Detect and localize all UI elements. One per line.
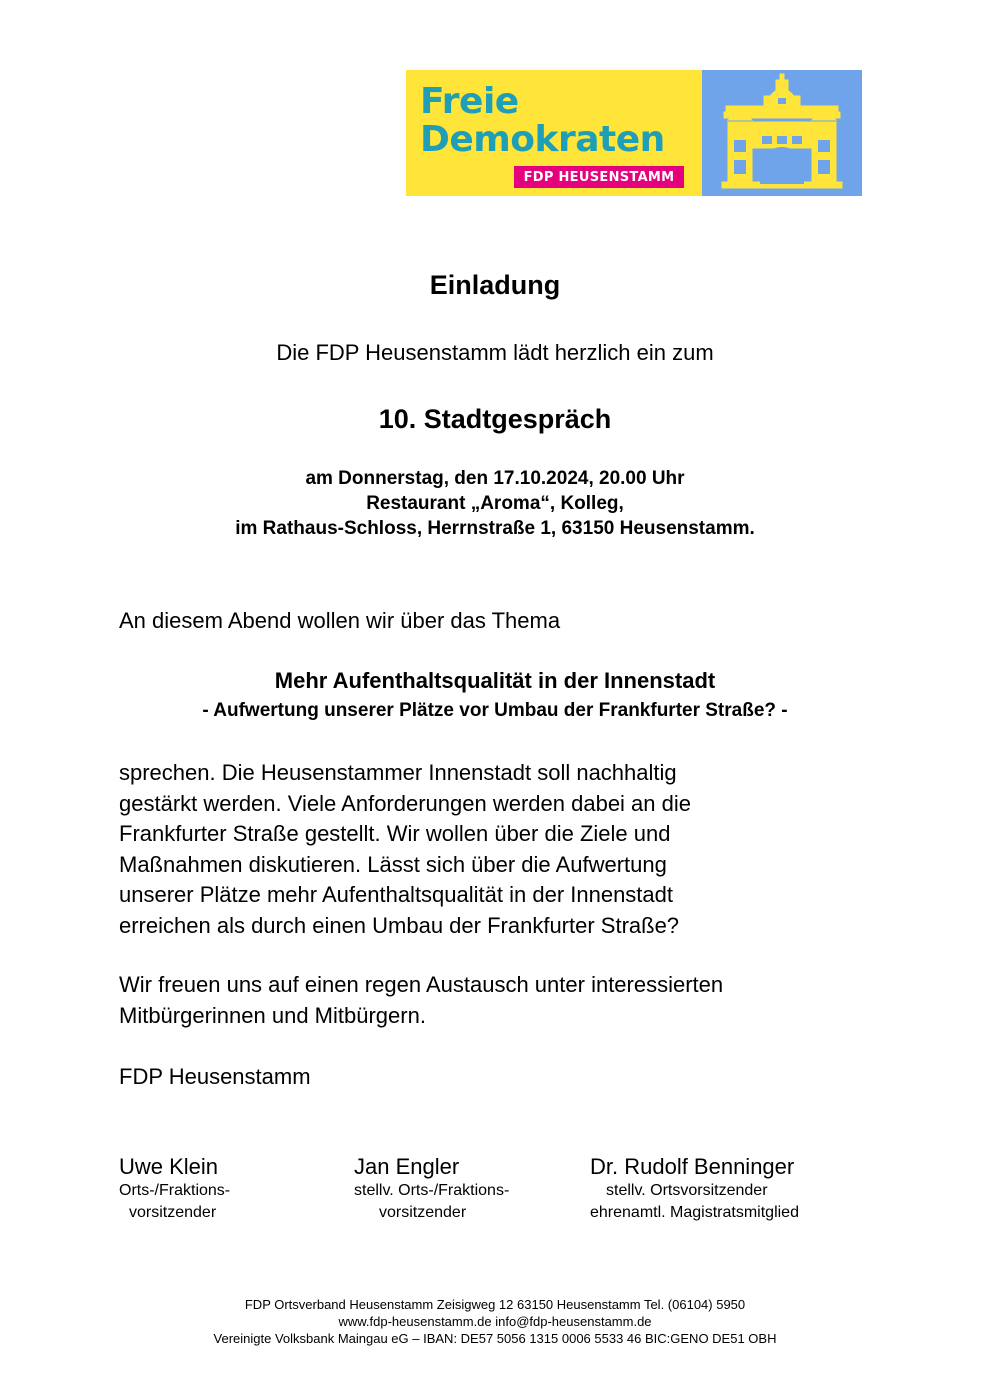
event-details bbox=[0, 466, 990, 541]
signature-role: stellv. Orts-/Fraktions- bbox=[354, 1182, 510, 1199]
party-logo bbox=[406, 70, 862, 196]
intro-text: Die FDP Heusenstamm lädt herzlich ein zum bbox=[276, 340, 714, 365]
signature-name: Jan Engler bbox=[354, 1154, 460, 1179]
signature-role: ehrenamtl. Magistratsmitglied bbox=[590, 1204, 799, 1221]
body-paragraph bbox=[119, 758, 879, 941]
city-gate-icon bbox=[702, 70, 862, 196]
closing-line: Wir freuen uns auf einen regen Austausch unter interessierten bbox=[119, 972, 724, 997]
topic-subtitle: - Aufwertung unserer Plätze vor Umbau der Frankfurter Straße? - bbox=[202, 700, 788, 721]
page-title: Einladung bbox=[429, 270, 561, 300]
signature-name: Uwe Klein bbox=[119, 1154, 219, 1179]
closing-paragraph bbox=[119, 970, 879, 1031]
closing-line: Mitbürgerinnen und Mitbürgern. bbox=[119, 1002, 426, 1028]
signature-rudolf-benninger bbox=[590, 1154, 799, 1224]
signoff: FDP Heusenstamm bbox=[119, 1064, 311, 1089]
footer-bank: Vereinigte Volksbank Maingau eG – IBAN: DE57 5056 1315 0006 5533 46 BIC:GENO DE51 OBH bbox=[213, 1331, 777, 1346]
body-line: Frankfurter Straße gestellt. Wir wollen über die Ziele und bbox=[119, 821, 671, 846]
topic-intro: An diesem Abend wollen wir über das Thema bbox=[119, 608, 561, 633]
topic-title: Mehr Aufenthaltsqualität in der Innenstadt bbox=[274, 668, 716, 693]
body-line: sprechen. Die Heusenstammer Innenstadt soll nachhaltig bbox=[119, 760, 677, 785]
signature-uwe-klein bbox=[119, 1154, 230, 1224]
footer bbox=[0, 1296, 990, 1347]
footer-contact: www.fdp-heusenstamm.de info@fdp-heusenstamm.de bbox=[338, 1314, 652, 1329]
body-line: gestärkt werden. Viele Anforderungen werden dabei an die bbox=[119, 790, 691, 816]
signature-jan-engler bbox=[354, 1154, 509, 1224]
signature-role: stellv. Ortsvorsitzender bbox=[606, 1182, 768, 1199]
event-title: 10. Stadtgespräch bbox=[378, 404, 612, 434]
body-line: Maßnahmen diskutieren. Lässt sich über die Aufwertung bbox=[119, 851, 667, 877]
logo-badge: FDP HEUSENSTAMM bbox=[514, 166, 684, 188]
body-line: unserer Plätze mehr Aufenthaltsqualität in der Innenstadt bbox=[119, 882, 674, 907]
logo-wordmark-panel bbox=[406, 70, 702, 196]
signature-role: vorsitzender bbox=[379, 1204, 467, 1221]
body-line: erreichen als durch einen Umbau der Frankfurter Straße? bbox=[119, 912, 680, 938]
logo-line-freie: Freie bbox=[420, 81, 519, 122]
signature-role: vorsitzender bbox=[129, 1204, 217, 1221]
logo-line-demokraten: Demokraten bbox=[420, 119, 665, 160]
event-venue: Restaurant „Aroma“, Kolleg, bbox=[366, 493, 624, 514]
logo-emblem-panel bbox=[702, 70, 862, 196]
signature-role: Orts-/Fraktions- bbox=[119, 1182, 231, 1199]
signature-name: Dr. Rudolf Benninger bbox=[590, 1154, 795, 1179]
event-date: am Donnerstag, den 17.10.2024, 20.00 Uhr bbox=[305, 468, 685, 489]
footer-address: FDP Ortsverband Heusenstamm Zeisigweg 12 63150 Heusenstamm Tel. (06104) 5950 bbox=[244, 1297, 746, 1312]
event-address: im Rathaus-Schloss, Herrnstraße 1, 63150 Heusenstamm. bbox=[235, 518, 755, 539]
